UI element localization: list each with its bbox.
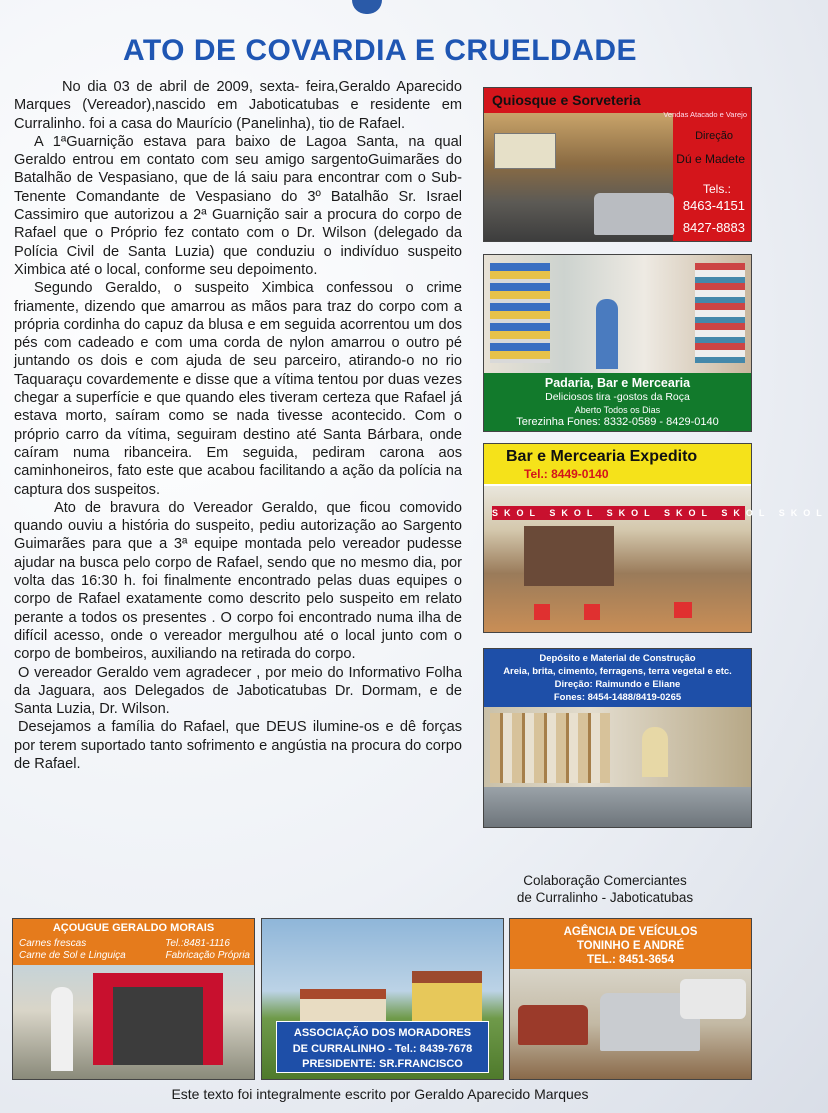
ad-deposito-photo [484,707,751,827]
article-paragraph: O vereador Geraldo vem agradecer , por meio do Informativo Folha da Jaguara, aos Delegados de Jaboticatubas Dr. Dormam, e de Santa Luzia, Dr. Wilson. [14,664,462,718]
article-body [14,78,462,773]
ad-padaria-photo [484,255,751,373]
person-shape [596,299,618,369]
ad-quiosque-name: Quiosque e Sorveteria [492,92,641,108]
counter-shape [484,787,751,827]
ad-agencia-photo [510,969,751,1079]
ad-acougue-photo [13,965,254,1079]
ad-padaria-name: Padaria, Bar e Mercearia [544,376,691,390]
ad-associacao-line1: ASSOCIAÇÃO DOS MORADORES [293,1027,472,1039]
ad-deposito-line2: Areia, brita, cimento, ferragens, terra vegetal e etc. [503,666,732,677]
ad-padaria-line1: Deliciosos tira -gostos da Roça [545,391,690,403]
article-paragraph: Desejamos a família do Rafael, que DEUS ilumine-os e dê forças por terem suportado tanto sofrimento e angústia na procura do corpo de Rafael. [14,719,462,772]
ad-quiosque-tels-label: Tels.: [702,182,731,196]
ad-bar-expedito-name: Bar e Mercearia Expedito [506,448,698,465]
ad-associacao-line3: PRESIDENTE: SR.FRANCISCO [302,1058,463,1070]
ad-agencia-line3: TEL.: 8451-3654 [587,954,674,966]
article-paragraph: Segundo Geraldo, o suspeito Ximbica confessou o crime friamente, dizendo que amarrou as mãos para traz do corpo com a própria cordinha do capuz da blusa e em seguida acorrentou um dos pés com cadeado e com uma corda de nylon amarrou o outro pé juntando os dois e com ajuda de seu parceiro, atirando-o no rio Taquaraçu covardemente e disse que a vítima tentou por duas vezes chegar a superfície e que quando eles tiveram certeza que Rafael já estava morto, saíram como se nada tivesse acontecido. Com o próprio carro da vítima, seguiram destino até Santa Bárbara, onde caíram numa ribanceira. Em seguida, pediram carona aos caminhoneiros, fato este que acabou facilitando a ação da polícia na captura dos suspeitos. [14,280,462,498]
bar-door-shape [524,526,614,586]
skol-banner [492,506,828,520]
person-shape [642,727,668,777]
ad-acougue-name: AÇOUGUE GERALDO MORAIS [52,922,215,934]
ad-quiosque-sign [494,133,556,169]
chair-shape [674,602,692,618]
skol-banner-text: SKOL SKOL SKOL SKOL SKOL SKOL [492,508,828,518]
ad-quiosque-tel2: 8427-8883 [682,220,745,235]
ad-deposito-line4: Fones: 8454-1488/8419-0265 [553,692,682,703]
shelf-shape [695,263,745,363]
ad-quiosque-direcao: Direção [695,130,733,142]
ad-agencia-line2: TONINHO E ANDRÉ [576,940,685,952]
ad-agencia-line1: AGÊNCIA DE VEÍCULOS [563,926,698,938]
ad-agencia [509,918,752,1080]
article-paragraph: A 1ªGuarnição estava para baixo de Lagoa Santa, na qual Geraldo entrou em contato com seu amigo sargentoGuimarães do Batalhão de Vespasiano, que de lá saiu para encontrar com o Sub-Tenente Comandante de Vespasiano do 3º Batalhão Sr. Israel Cassimiro que autorizou a 2ª Guarnição sair a procura do corpo de Rafael que o Próprio fez contato com o Dr. Wilson (delegado da Polícia Civil de Santa Luzia) que conduziu o indivíduo suspeito Ximbica até o local, conforme seu depoimento. [14,133,462,278]
shelf-shape [490,713,610,783]
credit-line2: de Curralinho - Jaboticatubas [516,890,694,905]
page-tab-marker [352,0,382,14]
car-shape [594,193,674,235]
ad-padaria [483,254,752,432]
car-shape [518,1005,588,1045]
ad-deposito-line1: Depósito e Material de Construção [539,653,696,664]
ad-acougue-line1b: Tel.:8481-1116 [165,938,230,949]
ad-acougue-line2a: Carne de Sol e Linguiça [19,950,126,961]
chair-shape [534,604,550,620]
ad-bar-expedito-photo [484,486,828,632]
ad-bar-expedito-tel: Tel.: 8449-0140 [524,467,609,481]
article-title: ATO DE COVARDIA E CRUELDADE [122,34,638,67]
ad-padaria-line2: Aberto Todos os Dias [574,405,661,415]
car-shape [680,979,746,1019]
shop-door-shape [113,987,203,1065]
ad-associacao-line2: DE CURRALINHO - Tel.: 8439-7678 [292,1043,473,1055]
ad-deposito [483,648,752,828]
article-paragraph: No dia 03 de abril de 2009, sexta- feira,Geraldo Aparecido Marques (Vereador),nascido em Jaboticatubas e residente em Curralinho. foi a casa do Maurício (Panelinha), tio de Rafael. [14,79,462,132]
ad-quiosque [483,87,752,242]
credit-note [480,872,730,906]
ad-bar-expedito [483,443,828,633]
ad-quiosque-owners: Dú e Madete [676,152,745,166]
ad-acougue-line1a: Carnes frescas [19,938,87,949]
ad-acougue [12,918,255,1080]
credit-line1: Colaboração Comerciantes [523,873,687,888]
ad-padaria-line3: Terezinha Fones: 8332-0589 - 8429-0140 [516,416,719,428]
ad-deposito-line3: Direção: Raimundo e Eliane [554,679,681,690]
ad-associacao [261,918,504,1080]
ad-quiosque-sub: Vendas Atacado e Varejo [663,110,747,119]
shelf-shape [490,263,550,363]
ad-quiosque-tel1: 8463-4151 [682,198,745,213]
article-paragraph: Ato de bravura do Vereador Geraldo, que ficou comovido quando ouviu a história do suspeito, pediu autorização ao Sargento Guimarães para que a 3ª equipe montada pelo vereador pudesse ajudar na busca pelo corpo de Rafael, sendo que no mesmo dia, por volta das 16:30 h. foi finalmente encontrado pelas duas equipes o corpo de Rafael exatamente como descrito pelo suspeito em relato perante a todos os presentes . O corpo foi encontrado numa ilha de difícil acesso, onde o vereador mergulhou até o local junto com o corpo de bombeiros, auxiliando na retirada do corpo. [14,499,462,663]
footer-note: Este texto foi integralmente escrito por Geraldo Aparecido Marques [171,1086,589,1102]
person-shape [51,987,73,1071]
ad-quiosque-photo [484,113,673,241]
ad-acougue-line2b: Fabricação Própria [165,950,250,961]
chair-shape [584,604,600,620]
